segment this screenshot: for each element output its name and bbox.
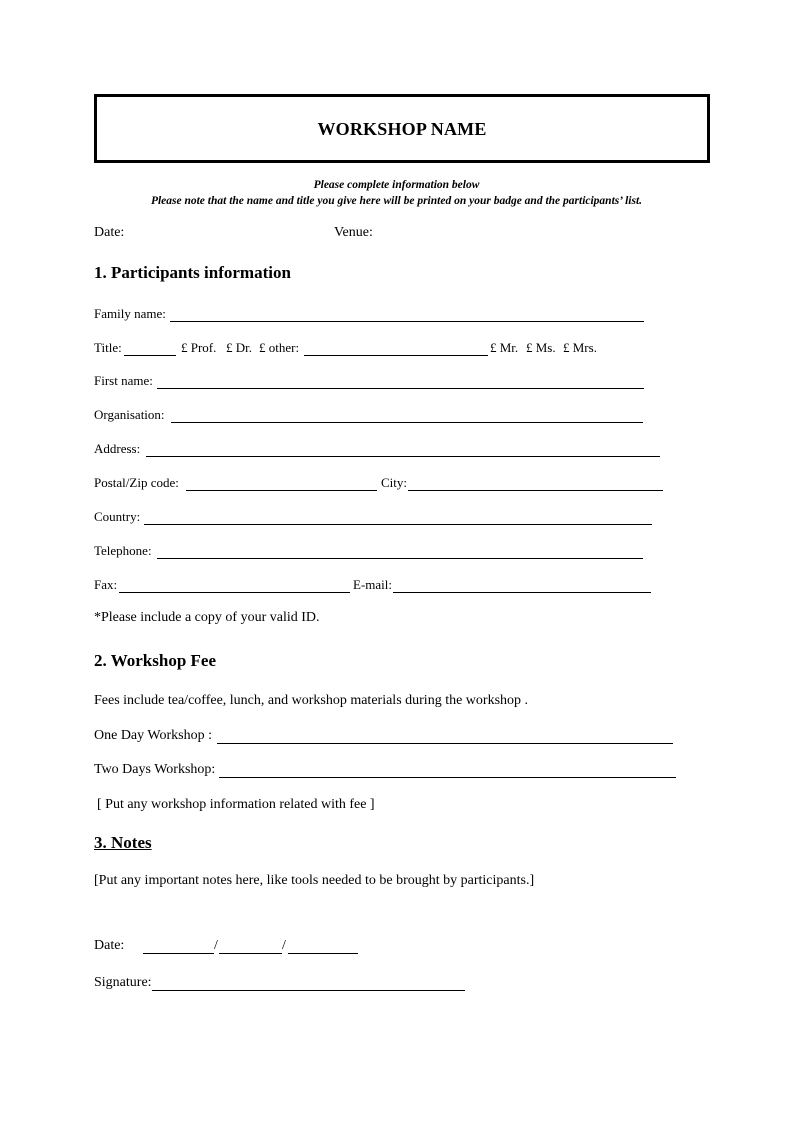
title-option-prof[interactable]: £ Prof. [181, 340, 217, 355]
title-other-field[interactable] [304, 355, 488, 356]
section-fee-heading: 2. Workshop Fee [94, 651, 217, 670]
one-day-label: One Day Workshop : [94, 728, 212, 743]
country-label: Country: [94, 509, 141, 524]
title-label: Title: [94, 340, 122, 355]
fee-info-text: [ Put any workshop information related with fee ] [97, 797, 375, 812]
city-field[interactable] [408, 490, 663, 491]
notes-text: [Put any important notes here, like tools needed to be brought by participants.] [94, 873, 535, 888]
workshop-title: WORKSHOP NAME [317, 119, 487, 139]
instruction-note-2: Please note that the name and title you give here will be printed on your badge and the participants’ list. [150, 195, 643, 207]
sign-date-day-field[interactable] [143, 953, 214, 954]
family-name-label: Family name: [94, 306, 166, 321]
fax-field[interactable] [119, 592, 350, 593]
signature-label: Signature: [94, 975, 152, 990]
id-note: *Please include a copy of your valid ID. [94, 610, 320, 625]
signature-field[interactable] [152, 990, 465, 991]
title-option-other[interactable]: £ other: [259, 340, 300, 355]
date-separator: / [214, 938, 218, 953]
title-option-dr[interactable]: £ Dr. [226, 340, 252, 355]
email-label: E-mail: [353, 577, 392, 592]
one-day-field[interactable] [217, 743, 673, 744]
date-label: Date: [94, 225, 125, 240]
fax-label: Fax: [94, 577, 118, 592]
country-field[interactable] [144, 524, 652, 525]
title-option-ms[interactable]: £ Ms. [526, 340, 556, 355]
section-notes-heading: 3. Notes [94, 833, 152, 852]
two-days-field[interactable] [219, 777, 676, 778]
title-field[interactable] [124, 355, 176, 356]
telephone-label: Telephone: [94, 543, 152, 558]
family-name-field[interactable] [170, 321, 644, 322]
sign-date-label: Date: [94, 938, 125, 953]
organisation-field[interactable] [171, 422, 643, 423]
address-label: Address: [94, 441, 141, 456]
telephone-field[interactable] [157, 558, 643, 559]
sign-date-month-field[interactable] [219, 953, 282, 954]
title-box [94, 94, 710, 163]
postal-code-label: Postal/Zip code: [94, 475, 179, 490]
postal-code-field[interactable] [186, 490, 377, 491]
title-option-mr[interactable]: £ Mr. [490, 340, 519, 355]
section-participants-heading: 1. Participants information [94, 263, 291, 282]
email-field[interactable] [393, 592, 651, 593]
title-option-mrs[interactable]: £ Mrs. [563, 340, 597, 355]
first-name-label: First name: [94, 373, 153, 388]
city-label: City: [381, 475, 408, 490]
date-separator: / [282, 938, 286, 953]
address-field[interactable] [146, 456, 660, 457]
sign-date-year-field[interactable] [288, 953, 358, 954]
first-name-field[interactable] [157, 388, 644, 389]
fees-include-text: Fees include tea/coffee, lunch, and workshop materials during the workshop . [94, 693, 529, 708]
organisation-label: Organisation: [94, 407, 165, 422]
venue-label: Venue: [334, 225, 373, 240]
instruction-note-1: Please complete information below [313, 179, 480, 191]
two-days-label: Two Days Workshop: [94, 762, 216, 777]
